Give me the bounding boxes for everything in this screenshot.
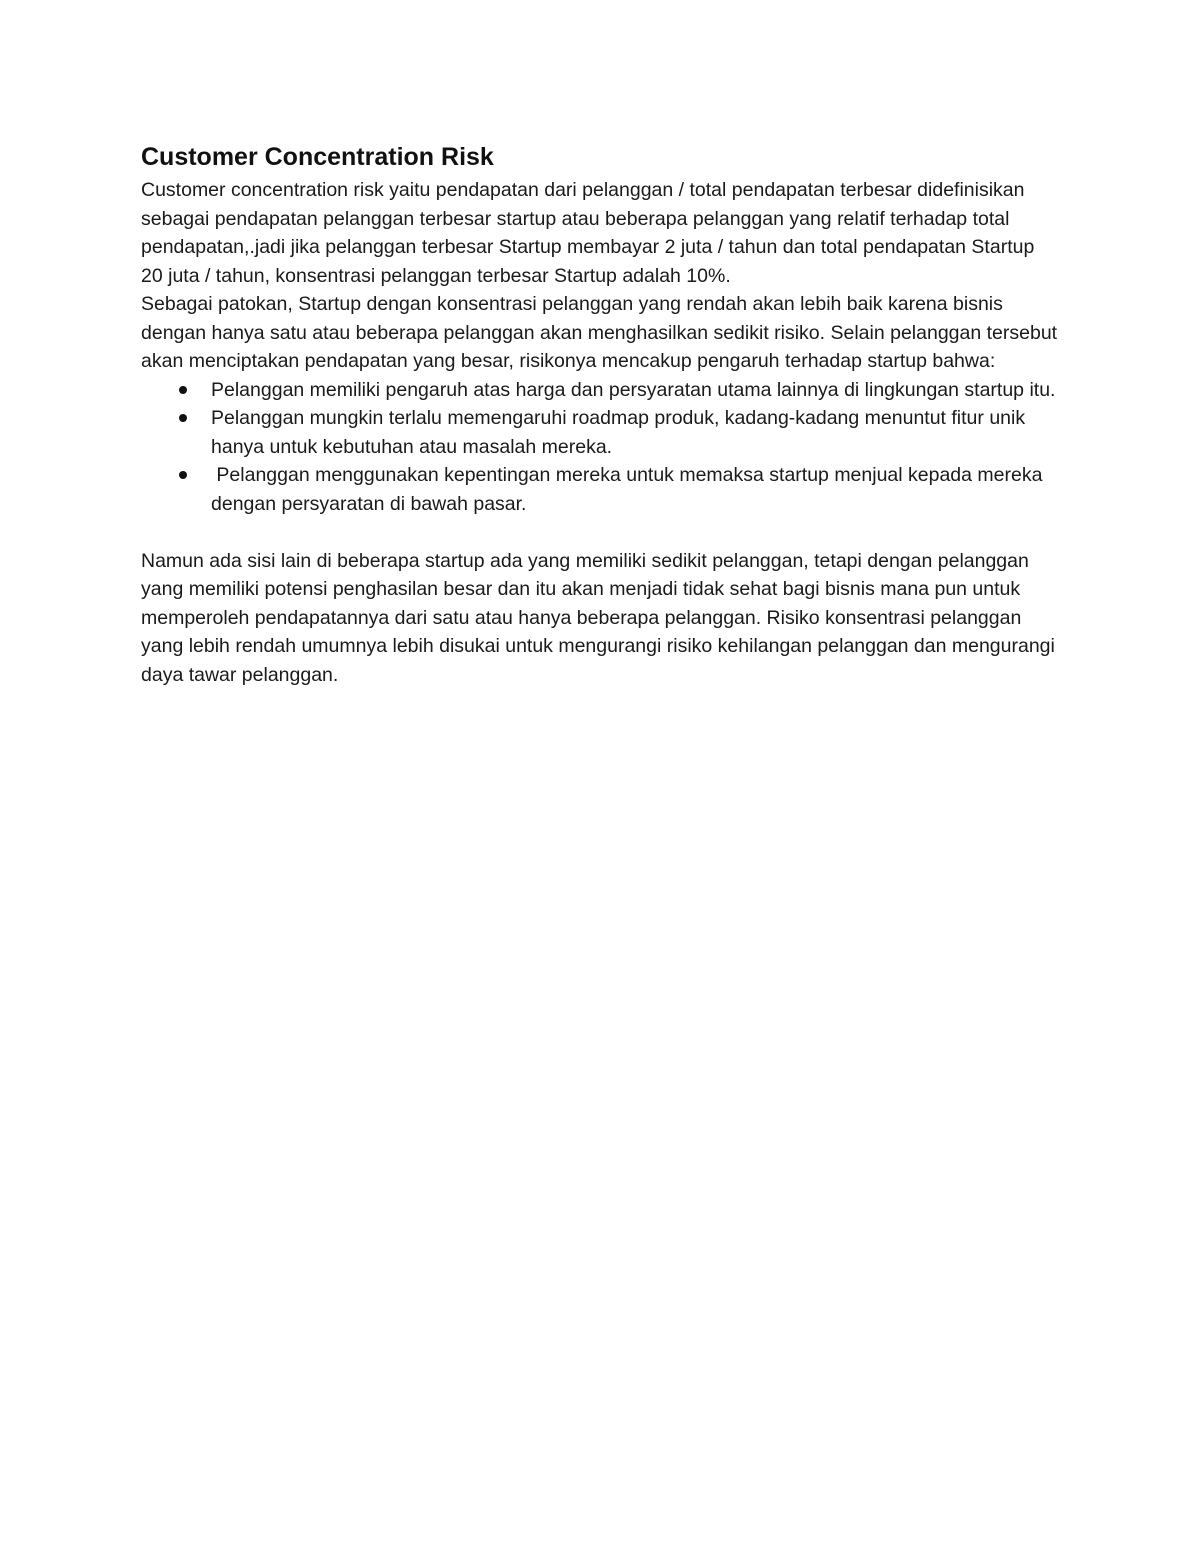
paragraph-definition: Customer concentration risk yaitu pendapatan dari pelanggan / total pendapatan terbesar didefinisikan sebagai pendapatan pelanggan terbesar startup atau beberapa pelanggan yang relatif terhadap total pendapatan,.jadi jika pelanggan terbesar Startup membayar 2 juta / tahun dan total pendapatan Startup 20 juta / tahun, konsentrasi pelanggan terbesar Startup adalah 10%. — [141, 179, 1035, 287]
bullet-dot-icon — [179, 471, 187, 479]
document-title: Customer Concentration Risk — [141, 143, 494, 171]
document-page — [141, 140, 1061, 689]
bullet-dot-icon — [179, 414, 187, 422]
paragraph-benchmark: Sebagai patokan, Startup dengan konsentrasi pelanggan yang rendah akan lebih baik karena bisnis dengan hanya satu atau beberapa pelanggan akan menghasilkan sedikit risiko. Selain pelanggan tersebut akan menciptakan pendapatan yang besar, risikonya mencakup pengaruh terhadap startup bahwa: — [141, 293, 1058, 372]
paragraph-conclusion: Namun ada sisi lain di beberapa startup ada yang memiliki sedikit pelanggan, tetapi dengan pelanggan yang memiliki potensi penghasilan besar dan itu akan menjadi tidak sehat bagi bisnis mana pun untuk memperoleh pendapatannya dari satu atau hanya beberapa pelanggan. Risiko konsentrasi pelanggan yang lebih rendah umumnya lebih disukai untuk mengurangi risiko kehilangan pelanggan dan mengurangi daya tawar pelanggan. — [141, 549, 1055, 686]
list-item — [141, 461, 1061, 518]
risk-bullet-list — [141, 376, 1061, 519]
paragraph-spacer — [141, 518, 1061, 547]
list-item — [141, 376, 1061, 405]
list-item-text: Pelanggan memiliki pengaruh atas harga dan persyaratan utama lainnya di lingkungan startup itu. — [211, 378, 1056, 401]
bullet-dot-icon — [179, 386, 187, 394]
list-item-text: Pelanggan menggunakan kepentingan mereka untuk memaksa startup menjual kepada mereka dengan persyaratan di bawah pasar. — [211, 464, 1048, 515]
list-item — [141, 404, 1061, 461]
list-item-text: Pelanggan mungkin terlalu memengaruhi roadmap produk, kadang-kadang menuntut fitur unik hanya untuk kebutuhan atau masalah mereka. — [211, 407, 1026, 458]
